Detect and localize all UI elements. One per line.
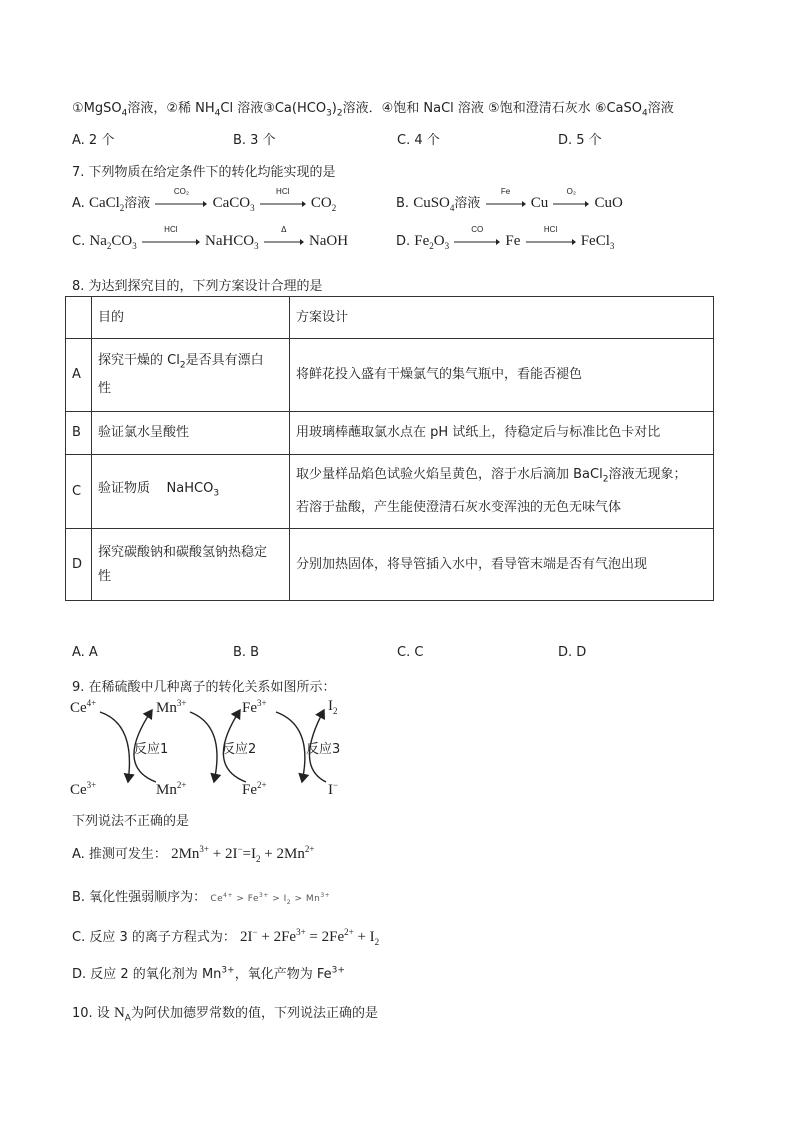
arrow-icon: CO₂ [155, 200, 207, 208]
table-header-row [66, 297, 714, 339]
ion-mn2: $Mn^{2+}$ [156, 780, 187, 798]
ion-fe2: $Fe^{2+}$ [242, 780, 267, 798]
arrow-icon: HCl [260, 200, 306, 208]
q9-option-c[interactable]: C. 反应 3 的离子方程式为： $2I^- + 2Fe^{3+} = 2Fe^{2+} + I_2$ [72, 927, 380, 947]
table-row: C 验证物质 NaHCO$_3$ 取少量样品焰色试验火焰呈黄色，溶于水后滴加 BaCl$_2$溶液无现象； 若溶于盐酸，产生能使澄清石灰水变浑浊的无色无味气体 [66, 455, 714, 529]
q9-ask: 下列说法不正确的是 [72, 814, 190, 829]
q7-option-a[interactable]: A. CaCl$_2$溶液 CO₂ CaCO$_3$ HCl $CO_2$ [72, 186, 337, 213]
q6-option-b[interactable]: B. 3 个 [233, 133, 276, 148]
q10-stem: 10. 设 $N_A$为阿伏加德罗常数的值，下列说法正确的是 [72, 1005, 378, 1024]
q9-option-d[interactable]: D. 反应 2 的氧化剂为 $Mn^{3+}$，氧化产物为 $Fe^{3+}$ [72, 965, 345, 982]
q6-option-a[interactable]: A. 2 个 [72, 133, 115, 148]
arrow-icon: Δ [264, 238, 304, 246]
q6-option-d[interactable]: D. 5 个 [558, 133, 602, 148]
q8-table [65, 296, 714, 601]
reaction-label: 反应3 [306, 742, 341, 757]
q7-option-b[interactable]: B. CuSO$_4$溶液 Fe Cu O₂ CuO [396, 186, 623, 213]
q6-stem: ①MgSO$_4$溶液，②稀 $NH_4Cl$ 溶液$③Ca(HCO_3)_2$溶液．④饱和 NaCl 溶液 ⑤饱和澄清石灰水 ⑥CaSO$_4$溶液 [72, 101, 674, 119]
ion-i2: $I_2$ [328, 698, 338, 716]
arrow-icon: HCl [142, 238, 200, 246]
q8-option-d[interactable]: D. D [558, 645, 587, 660]
ion-mn3: $Mn^{3+}$ [156, 698, 187, 716]
table-header: 方案设计 [290, 297, 714, 339]
table-row: B 验证氯水呈酸性 用玻璃棒蘸取氯水点在 pH 试纸上，待稳定后与标准比色卡对比 [66, 412, 714, 455]
reaction-label: 反应2 [222, 742, 257, 757]
q9-diagram [70, 696, 370, 800]
ion-i-minus: I− [328, 780, 339, 798]
q9-stem: 9. 在稀硫酸中几种离子的转化关系如图所示： [72, 680, 336, 695]
table-header: 目的 [92, 297, 290, 339]
q7-stem: 7. 下列物质在给定条件下的转化均能实现的是 [72, 165, 336, 180]
q9-option-b[interactable]: B. 氧化性强弱顺序为： $Ce^{4+} > Fe^{3+} > I_2 > Mn^{3+}$ [72, 890, 331, 906]
q6-option-c[interactable]: C. 4 个 [397, 133, 440, 148]
ion-ce3: $Ce^{3+}$ [70, 780, 97, 798]
q9-option-a[interactable]: A. 推测可发生： $2Mn^{3+} + 2I^-=I_2 + 2Mn^{2+}$ [72, 844, 315, 864]
q7-option-d[interactable]: D. $Fe_2O_3$ CO Fe HCl FeCl$_3$ [396, 224, 615, 251]
table-row: D 探究碳酸钠和碳酸氢钠热稳定 性 分别加热固体，将导管插入水中，看导管末端是否有气泡出现 [66, 529, 714, 601]
arrow-icon: CO [454, 238, 500, 246]
q7-option-c[interactable]: C. $Na_2CO_3$ HCl NaHCO$_3$ Δ NaOH [72, 224, 349, 251]
arrow-icon: HCl [526, 238, 576, 246]
reaction-label: 反应1 [134, 742, 169, 757]
arrow-icon: Fe [486, 200, 526, 208]
ion-fe3: $Fe^{3+}$ [242, 698, 267, 716]
q8-option-a[interactable]: A. A [72, 645, 98, 660]
q8-stem: 8. 为达到探究目的，下列方案设计合理的是 [72, 279, 323, 294]
q8-option-b[interactable]: B. B [233, 645, 260, 660]
ion-ce4: $Ce^{4+}$ [70, 698, 97, 716]
table-row: A 探究干燥的 $Cl_2$是否具有漂白 性 将鲜花投入盛有干燥氯气的集气瓶中，看能否褪色 [66, 339, 714, 412]
q8-option-c[interactable]: C. C [397, 645, 424, 660]
arrow-icon: O₂ [553, 200, 589, 208]
